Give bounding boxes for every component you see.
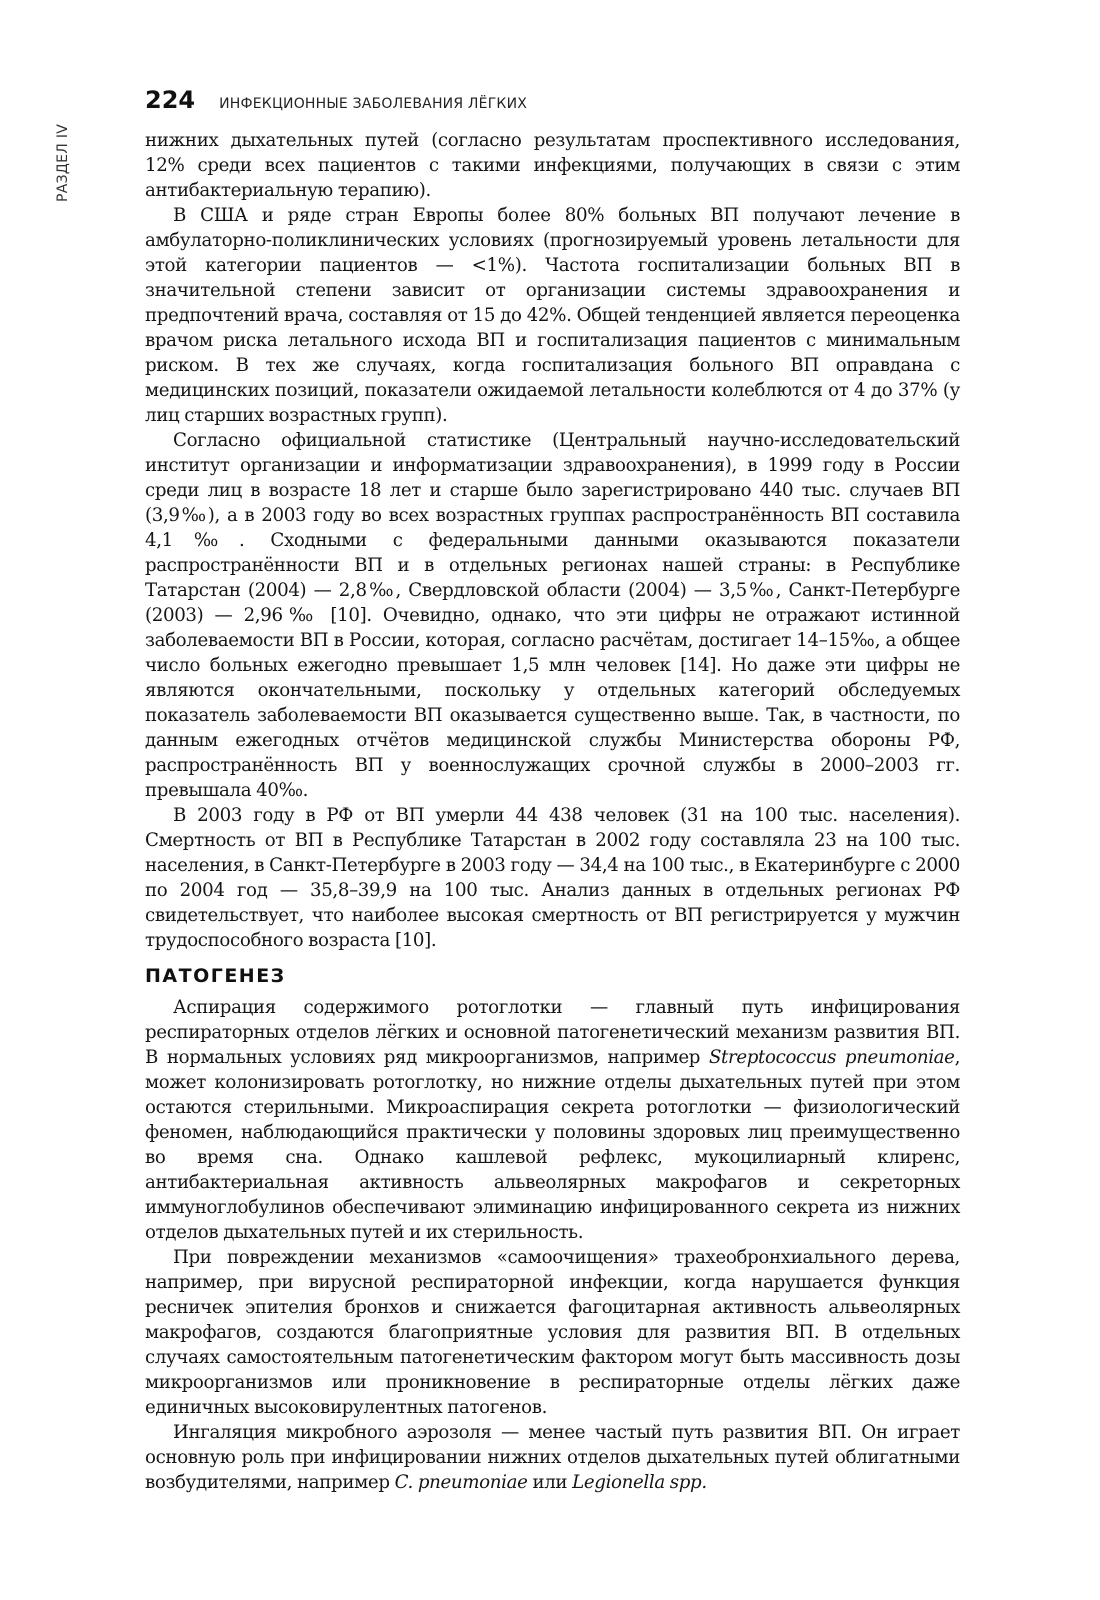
paragraph-3: Согласно официальной статистике (Центральный научно-исследовательский институт организации и информатизации здравоохранения), в 1999 году в России среди лиц в возрасте 18 лет и старше было зарегистрировано 440 тыс. случаев ВП (3,9‰), а в 2003 году во всех возрастных группах распространённость ВП составила 4,1‰. Сходными с федеральными данными оказываются показатели распространённости ВП и в отдельных регионах нашей страны: в Республике Татарстан (2004) — 2,8‰, Свердловской области (2004) — 3,5‰, Санкт-Петербурге (2003) — 2,96‰ [10]. Очевидно, однако, что эти цифры не отражают истинной заболеваемости ВП в России, которая, согласно расчётам, достигает 14–15‰, а общее число больных ежегодно превышает 1,5 млн человек [14]. Но даже эти цифры не являются окончательными, поскольку у отдельных категорий обследуемых показатель заболеваемости ВП оказывается существенно выше. Так, в частности, по данным ежегодных отчётов медицинской службы Министерства обороны РФ, распространённость ВП у военнослужащих срочной службы в 2000–2003 гг. превышала 40‰. (145, 430, 960, 801)
paragraph-5-text-b: , может колонизировать ротоглотку, но нижние отделы дыхательных путей при этом остаются стерильными. Микроаспирация секрета ротоглотки — физиологический феномен, наблюдающийся практически у половины здоровых лиц преимущественно во время сна. Однако кашлевой рефлекс, мукоцилиарный клиренс, антибактериальная активность альвеолярных макрофагов и секреторных иммуноглобулинов обеспечивают элиминацию инфицированного секрета из нижних отделов дыхательных путей и их стерильность. (145, 1047, 961, 1243)
section-heading-pathogenesis: ПАТОГЕНЕЗ (145, 965, 286, 987)
paragraph-7 (145, 1420, 960, 1495)
running-header (145, 86, 975, 118)
paragraph-7-text-b: или (527, 1472, 573, 1493)
paragraph-4: В 2003 году в РФ от ВП умерли 44 438 человек (31 на 100 тыс. населения). Смертность от ВП в Республике Татарстан в 2002 году составляла 23 на 100 тыс. населения, в Санкт-Петербурге в 2003 году — 34,4 на 100 тыс., в Екатеринбурге с 2000 по 2004 год — 35,8–39,9 на 100 тыс. Анализ данных в отдельных регионах РФ свидетельствует, что наиболее высокая смертность от ВП регистрируется у мужчин трудоспособного возраста [10]. (145, 805, 960, 951)
paragraph-7-italic-term-2: Legionella spp. (572, 1472, 707, 1493)
section-side-label: РАЗДЕЛ IV (55, 123, 71, 202)
paragraph-5-text-a: Аспирация содержимого ротоглотки — главный путь инфицирования респираторных отделов лёгких и основной патогенетический механизм развития ВП. В нормальных условиях ряд микроорганизмов, например (145, 997, 960, 1068)
paragraph-7-italic-term-1: C. pneumoniae (394, 1472, 528, 1493)
paragraph-6: При повреждении механизмов «самоочищения» трахеобронхиального дерева, например, при вирусной респираторной инфекции, когда нарушается функция ресничек эпителия бронхов и снижается фагоцитарная активность альвеолярных макрофагов, создаются благоприятные условия для развития ВП. В отдельных случаях самостоятельным патогенетическим фактором могут быть массивность дозы микроорганизмов или проникновение в респираторные отделы лёгких даже единичных высоковирулентных патогенов. (145, 1247, 960, 1418)
paragraph-2: В США и ряде стран Европы более 80% больных ВП получают лечение в амбулаторно-поликлинических условиях (прогнозируемый уровень летальности для этой категории пациентов — <1%). Частота госпитализации больных ВП в значительной степени зависит от организации системы здравоохранения и предпочтений врача, составляя от 15 до 42%. Общей тенденцией является переоценка врачом риска летального исхода ВП и госпитализация пациентов с минимальным риском. В тех же случаях, когда госпитализация больного ВП оправдана с медицинских позиций, показатели ожидаемой летальности колеблются от 4 до 37% (у лиц старших возрастных групп). (145, 205, 960, 426)
page-body (145, 128, 960, 1495)
paragraph-5-italic-term: Streptococcus pneumoniae (708, 1047, 955, 1068)
paragraph-1: нижних дыхательных путей (согласно результатам проспективного исследования, 12% среди всех пациентов с такими инфекциями, получающих в связи с этим антибактериальную терапию). (145, 130, 960, 201)
page-number: 224 (145, 86, 196, 114)
paragraph-5 (145, 995, 960, 1245)
paragraph-7-text-a: Ингаляция микробного аэрозоля — менее частый путь развития ВП. Он играет основную роль при инфицировании нижних отделов дыхательных путей облигатными возбудителями, например (145, 1422, 960, 1493)
running-head-title: ИНФЕКЦИОННЫЕ ЗАБОЛЕВАНИЯ ЛЁГКИХ (219, 96, 528, 112)
